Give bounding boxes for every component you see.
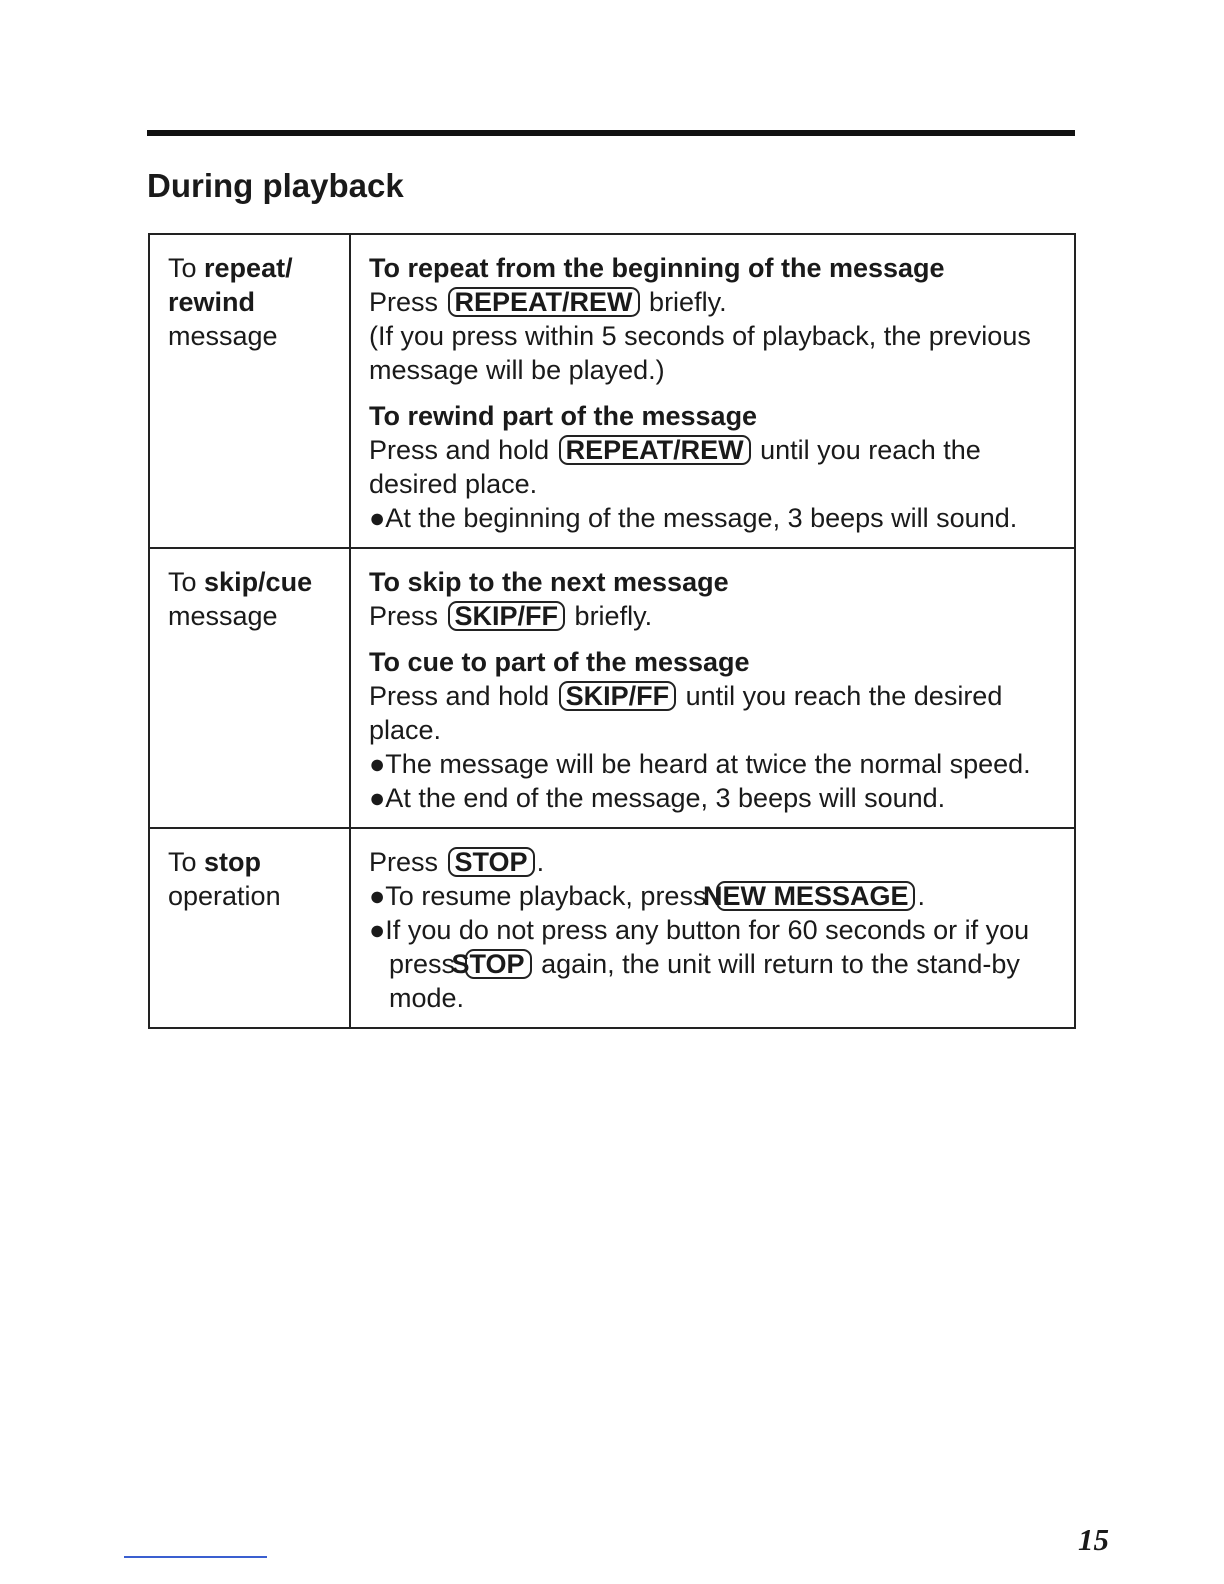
row-label-skip-cue [149, 548, 350, 828]
instruction-heading: To repeat from the beginning of the message [369, 253, 945, 283]
row-label-repeat-rewind [149, 234, 350, 548]
page-number: 15 [1078, 1522, 1109, 1557]
repeat-rew-key: REPEAT/REW [559, 435, 751, 465]
operations-table [148, 233, 1076, 1029]
bullet-item: ●At the end of the message, 3 beeps will sound. [369, 783, 946, 813]
text: Press [369, 601, 446, 631]
repeat-rew-key: REPEAT/REW [448, 287, 640, 317]
text: . [917, 881, 925, 911]
text: Press and hold [369, 681, 557, 711]
bullet-item [369, 879, 1064, 913]
text: ●If you do not press any button for 60 seconds or if you press [369, 915, 1030, 979]
stop-key: STOP [465, 949, 532, 979]
instruction-block [369, 645, 1064, 815]
instruction-line [369, 679, 1064, 747]
instruction-note: (If you press within 5 seconds of playback, the previous message will be played.) [369, 321, 1031, 385]
instruction-line [369, 845, 1064, 879]
table-row [149, 234, 1075, 548]
row-content-stop [350, 828, 1075, 1028]
bullet-item: ●At the beginning of the message, 3 beeps will sound. [369, 503, 1018, 533]
label-keyword: skip/cue [204, 567, 313, 597]
instruction-heading: To cue to part of the message [369, 647, 750, 677]
text: briefly. [641, 287, 727, 317]
label-prefix: To [168, 847, 205, 877]
row-content-repeat-rewind [350, 234, 1075, 548]
instruction-line [369, 433, 1064, 501]
skip-ff-key: SKIP/FF [559, 681, 677, 711]
text: again, the unit will return to the stand-by mode. [389, 949, 1020, 1013]
label-prefix: To [168, 567, 205, 597]
section-title: During playback [147, 167, 404, 204]
label-keyword: rewind [168, 287, 256, 317]
text: Press [369, 847, 446, 877]
footer-link-underline [124, 1556, 267, 1558]
text: Press and hold [369, 435, 557, 465]
label-rest: operation [168, 881, 281, 911]
text: briefly. [567, 601, 653, 631]
text: until you reach the desired place. [369, 435, 981, 499]
label-rest: message [168, 601, 278, 631]
text: until you reach the desired place. [369, 681, 1003, 745]
label-prefix: To [168, 253, 205, 283]
text: . [536, 847, 545, 877]
instruction-block [369, 399, 1064, 535]
text: ●To resume playback, press [369, 881, 714, 911]
instruction-line [369, 599, 1064, 633]
instruction-line [369, 285, 1064, 319]
label-keyword: stop [204, 847, 262, 877]
label-keyword: repeat/ [204, 253, 293, 283]
top-rule [147, 130, 1075, 136]
label-rest: message [168, 321, 278, 351]
skip-ff-key: SKIP/FF [448, 601, 566, 631]
instruction-heading: To rewind part of the message [369, 401, 758, 431]
bullet-item [369, 913, 1064, 1015]
text: Press [369, 287, 446, 317]
bullet-item: ●The message will be heard at twice the normal speed. [369, 749, 1031, 779]
instruction-block [369, 251, 1064, 387]
table-row [149, 828, 1075, 1028]
instruction-block [369, 565, 1064, 633]
table-row [149, 548, 1075, 828]
row-content-skip-cue [350, 548, 1075, 828]
row-label-stop [149, 828, 350, 1028]
new-message-key: NEW MESSAGE [716, 881, 916, 911]
instruction-heading: To skip to the next message [369, 567, 729, 597]
stop-key: STOP [448, 847, 535, 877]
